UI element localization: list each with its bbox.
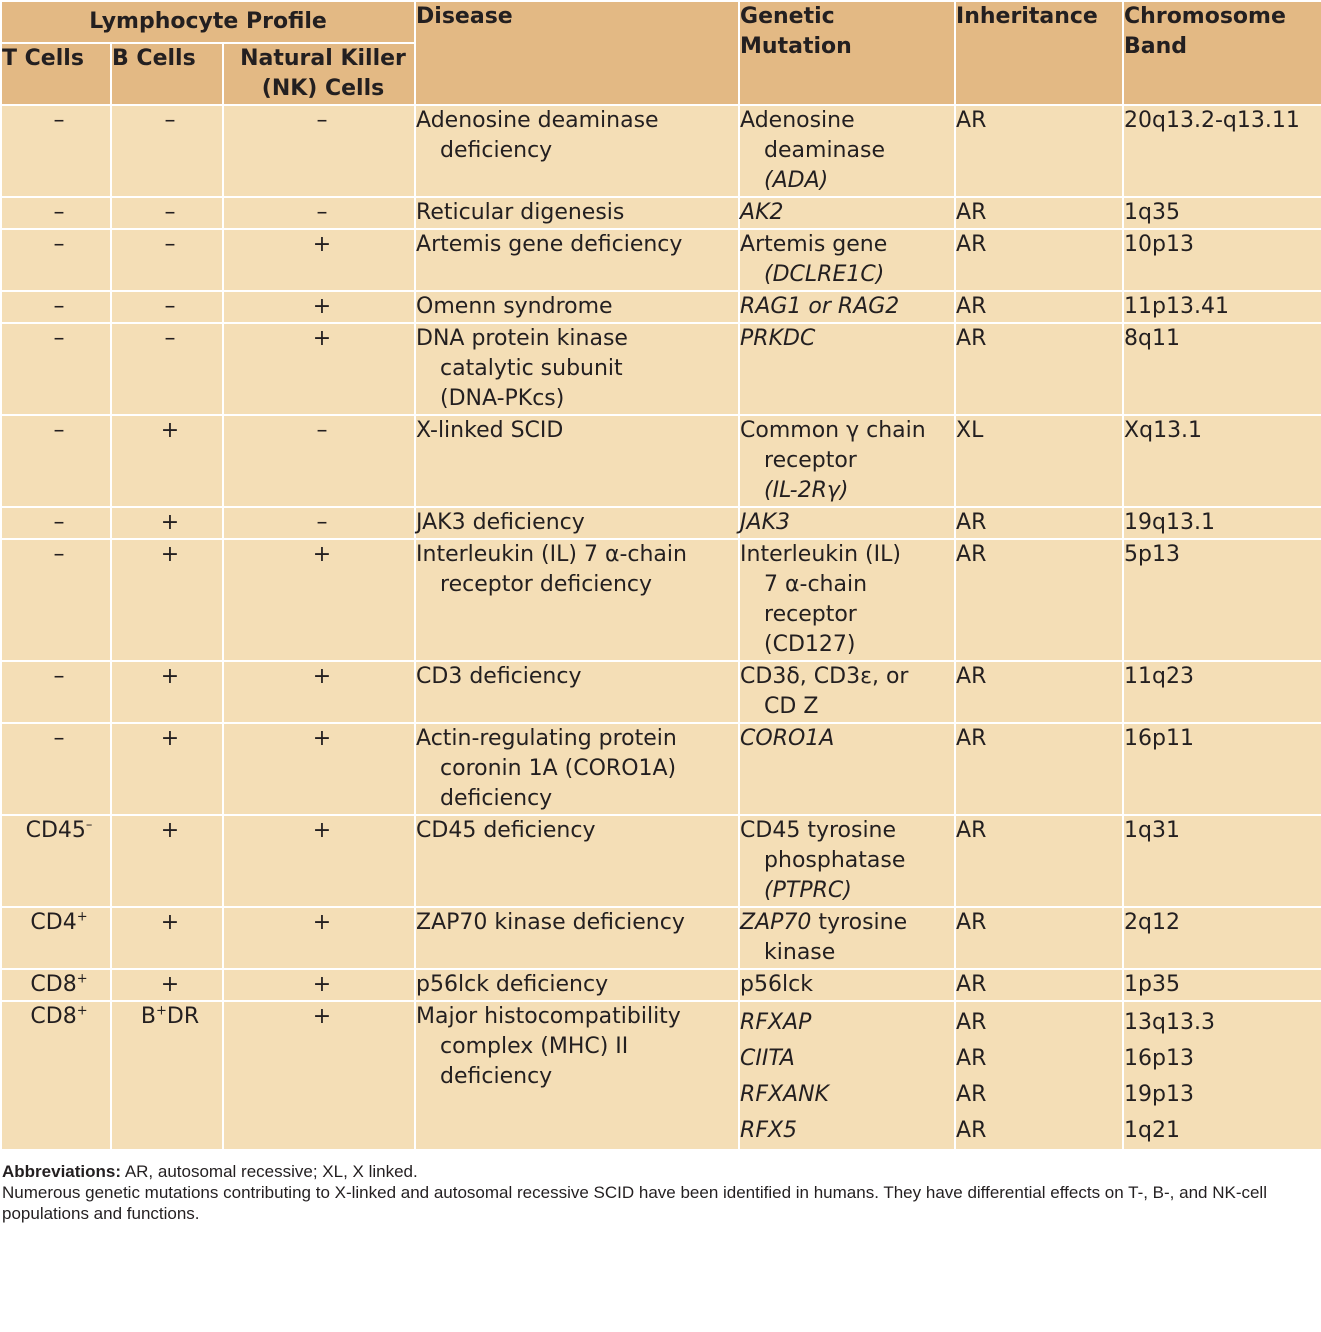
t-cell-value [1, 539, 111, 661]
scid-note: Numerous genetic mutations contributing to X-linked and autosomal recessive SCID have been identified in humans. They have differential effects on T-, B-, and NK-cell populations and functions. [2, 1183, 1267, 1223]
nk-cell-text: – [316, 510, 328, 535]
mutation-line: (CD127) [764, 632, 856, 657]
disease-line: deficiency [440, 1064, 553, 1089]
table-row-mhc-ii [1, 1001, 1321, 1150]
t-cell-text: – [53, 108, 65, 133]
disease-line: p56lck deficiency [416, 972, 609, 997]
nk-cell-text: + [312, 972, 332, 997]
t-cell-text: – [53, 294, 65, 319]
nk-cell-value: + [223, 1001, 415, 1150]
chromosome-header-line1: Chromosome [1124, 4, 1286, 29]
disease-cell [415, 969, 739, 1001]
band-cell [1123, 105, 1321, 197]
t-cell-text: – [53, 510, 65, 535]
b-cell-value [111, 539, 223, 661]
mutation-line: CORO1A [740, 726, 835, 751]
b-cell-value [111, 723, 223, 815]
table-row [1, 661, 1321, 723]
inheritance-cell [955, 1001, 1123, 1150]
b-cell-value [111, 291, 223, 323]
band-text: 5p13 [1124, 542, 1180, 567]
mutation-line: p56lck [740, 972, 813, 997]
nk-cell-value [223, 661, 415, 723]
mutation-cell [739, 1001, 955, 1150]
nk-cell-value [223, 815, 415, 907]
inheritance-text: AR [956, 326, 987, 351]
nk-header-line2: (NK) Cells [261, 76, 385, 101]
band-cell [1123, 507, 1321, 539]
t-cell-text: – [53, 326, 65, 351]
b-cell-text: + [160, 418, 180, 443]
mutation-line [740, 908, 954, 938]
nk-cell-text: + [312, 726, 332, 751]
mutation-line: (DCLRE1C) [764, 262, 885, 287]
mutation-line: (ADA) [764, 168, 829, 193]
t-cells-header: T Cells [1, 43, 111, 105]
disease-line: Reticular digenesis [416, 200, 625, 225]
mutation-line: CD45 tyrosine [740, 818, 897, 843]
b-cell-text: – [164, 200, 176, 225]
band-text: 11q23 [1124, 664, 1194, 689]
disease-line: CD3 deficiency [416, 664, 582, 689]
table-row [1, 229, 1321, 291]
t-cell-text: – [53, 200, 65, 225]
mutation-line: CIITA [740, 1046, 795, 1071]
nk-cell-value [223, 507, 415, 539]
table-body [1, 105, 1321, 1150]
nk-cell-text: – [316, 108, 328, 133]
mutation-cell [739, 197, 955, 229]
b-cell-value [111, 507, 223, 539]
t-cell-superscript: + [76, 971, 88, 987]
mutation-cell [739, 969, 955, 1001]
disease-cell [415, 723, 739, 815]
disease-line: Omenn syndrome [416, 294, 613, 319]
t-cell-value [1, 197, 111, 229]
disease-line: DNA protein kinase [416, 326, 628, 351]
nk-header-line1: Natural Killer [240, 46, 406, 71]
inheritance-cell [955, 723, 1123, 815]
disease-line: deficiency [440, 138, 553, 163]
inheritance-cell [955, 415, 1123, 507]
lymphocyte-profile-header: Lymphocyte Profile [1, 1, 415, 43]
disease-line: Interleukin (IL) 7 α-chain [416, 542, 687, 567]
disease-cell [415, 507, 739, 539]
t-cell-text: – [53, 232, 65, 257]
inheritance-text: AR [956, 232, 987, 257]
t-cell-text: CD8 [30, 972, 77, 997]
band-line: 19p13 [1124, 1082, 1194, 1107]
mutation-line: (IL-2Rγ) [764, 478, 849, 503]
t-cell-value [1, 323, 111, 415]
band-text: 1q31 [1124, 818, 1180, 843]
inheritance-text: AR [956, 910, 987, 935]
inheritance-cell [955, 661, 1123, 723]
table-row [1, 415, 1321, 507]
nk-cell-text: – [316, 200, 328, 225]
table-row [1, 815, 1321, 907]
t-cell-text: CD45 [25, 818, 86, 843]
abbreviations-note [2, 1161, 1321, 1182]
mutation-cell [739, 415, 955, 507]
nk-cell-value [223, 291, 415, 323]
disease-line: JAK3 deficiency [416, 510, 585, 535]
band-cell [1123, 415, 1321, 507]
mutation-line: JAK3 [740, 510, 790, 535]
b-cell-text: + [160, 910, 180, 935]
mutation-line: RFXANK [740, 1082, 829, 1107]
b-cell-value [111, 661, 223, 723]
inheritance-text: AR [956, 972, 987, 997]
table-row [1, 105, 1321, 197]
band-line: 1q21 [1124, 1118, 1180, 1143]
abbreviations-text: AR, autosomal recessive; XL, X linked. [121, 1162, 418, 1181]
nk-cell-value [223, 539, 415, 661]
nk-cell-text: + [312, 326, 332, 351]
inheritance-line: AR [956, 1046, 987, 1071]
b-cell-value [111, 907, 223, 969]
nk-cell-value [223, 415, 415, 507]
nk-cell-value [223, 907, 415, 969]
disease-line: complex (MHC) II [440, 1034, 629, 1059]
nk-cell-value [223, 969, 415, 1001]
mutation-cell [739, 105, 955, 197]
mutation-cell [739, 661, 955, 723]
table-row [1, 969, 1321, 1001]
t-cell-value [1, 969, 111, 1001]
table-row [1, 197, 1321, 229]
inheritance-text: AR [956, 200, 987, 225]
disease-line: ZAP70 kinase deficiency [416, 910, 685, 935]
inheritance-cell [955, 291, 1123, 323]
band-cell [1123, 661, 1321, 723]
mutation-cell [739, 291, 955, 323]
nk-cell-text: + [312, 542, 332, 567]
inheritance-cell [955, 907, 1123, 969]
inheritance-text: AR [956, 726, 987, 751]
mutation-line: Common γ chain [740, 418, 926, 443]
b-cell-text: + [160, 818, 180, 843]
band-cell [1123, 815, 1321, 907]
disease-line: receptor deficiency [440, 572, 653, 597]
b-cell-text: – [164, 108, 176, 133]
band-cell [1123, 539, 1321, 661]
inheritance-line: AR [956, 1082, 987, 1107]
disease-line: catalytic subunit [440, 356, 623, 381]
t-cell-superscript: – [85, 817, 93, 833]
mutation-line: AK2 [740, 200, 784, 225]
mutation-line: RFXAP [740, 1010, 812, 1035]
nk-cell-value [223, 105, 415, 197]
disease-line: deficiency [440, 786, 553, 811]
nk-cell-text: + [312, 910, 332, 935]
t-cell-text: – [53, 726, 65, 751]
mutation-text: tyrosine [811, 910, 908, 935]
b-cell-value [111, 229, 223, 291]
mutation-line: Adenosine [740, 108, 855, 133]
disease-cell [415, 197, 739, 229]
b-cell-value [111, 815, 223, 907]
inheritance-text: AR [956, 664, 987, 689]
band-text: 10p13 [1124, 232, 1194, 257]
t-cell-text: – [53, 418, 65, 443]
inheritance-line: AR [956, 1010, 987, 1035]
nk-cells-header [223, 43, 415, 105]
b-cell-value: B+DR [111, 1001, 223, 1150]
mutation-cell [739, 323, 955, 415]
chromosome-header-line2: Band [1124, 34, 1188, 59]
t-cell-value [1, 105, 111, 197]
disease-cell [415, 539, 739, 661]
inheritance-text: XL [956, 418, 984, 443]
abbreviations-label: Abbreviations: [2, 1162, 122, 1181]
mutation-cell [739, 229, 955, 291]
mutation-line: (PTPRC) [764, 878, 852, 903]
t-cell-value [1, 291, 111, 323]
b-cell-text: + [160, 510, 180, 535]
band-text: 19q13.1 [1124, 510, 1215, 535]
b-cell-text: + [160, 664, 180, 689]
inheritance-text: AR [956, 818, 987, 843]
mutation-line: 7 α-chain [764, 572, 868, 597]
band-cell [1123, 907, 1321, 969]
table-row [1, 539, 1321, 661]
band-text: 16p11 [1124, 726, 1194, 751]
inheritance-header: Inheritance [955, 1, 1123, 105]
disease-cell [415, 661, 739, 723]
inheritance-text: AR [956, 294, 987, 319]
band-cell [1123, 291, 1321, 323]
band-text: 2q12 [1124, 910, 1180, 935]
inheritance-cell [955, 197, 1123, 229]
genetic-header-line1: Genetic [740, 4, 835, 29]
disease-cell [415, 415, 739, 507]
mutation-cell [739, 907, 955, 969]
band-text: 1q35 [1124, 200, 1180, 225]
t-cell-value [1, 415, 111, 507]
t-cell-value: CD8+ [1, 1001, 111, 1150]
mutation-line: phosphatase [764, 848, 906, 873]
t-cell-value [1, 815, 111, 907]
mutation-line: kinase [764, 940, 836, 965]
disease-line: X-linked SCID [416, 418, 564, 443]
b-cell-value [111, 197, 223, 229]
t-cell-text: CD4 [30, 910, 77, 935]
b-cell-value [111, 969, 223, 1001]
b-cell-text: – [164, 294, 176, 319]
nk-cell-value [223, 323, 415, 415]
mutation-line: Artemis gene [740, 232, 888, 257]
mutation-line: RFX5 [740, 1118, 798, 1143]
band-text: 1p35 [1124, 972, 1180, 997]
nk-cell-text: – [316, 418, 328, 443]
b-cell-value [111, 415, 223, 507]
nk-cell-text: + [312, 818, 332, 843]
t-cell-value [1, 507, 111, 539]
mutation-cell [739, 507, 955, 539]
band-cell [1123, 323, 1321, 415]
nk-cell-text: + [312, 232, 332, 257]
b-cell-text: + [160, 972, 180, 997]
t-cell-value [1, 907, 111, 969]
mutation-cell [739, 815, 955, 907]
disease-cell [415, 323, 739, 415]
mutation-line: receptor [764, 448, 857, 473]
band-cell [1123, 1001, 1321, 1150]
disease-line: coronin 1A (CORO1A) [440, 756, 677, 781]
band-text: 8q11 [1124, 326, 1180, 351]
b-cell-text: + [160, 542, 180, 567]
band-line: 13q13.3 [1124, 1010, 1215, 1035]
inheritance-cell [955, 507, 1123, 539]
disease-cell [415, 1001, 739, 1150]
table-row [1, 323, 1321, 415]
t-cell-superscript: + [76, 909, 88, 925]
inheritance-text: AR [956, 108, 987, 133]
inheritance-cell [955, 815, 1123, 907]
band-line: 16p13 [1124, 1046, 1194, 1071]
band-text: 20q13.2-q13.11 [1124, 108, 1300, 133]
band-cell [1123, 969, 1321, 1001]
disease-cell [415, 815, 739, 907]
table-row [1, 291, 1321, 323]
inheritance-text: AR [956, 542, 987, 567]
band-cell [1123, 197, 1321, 229]
disease-cell [415, 291, 739, 323]
t-cell-text: – [53, 664, 65, 689]
disease-cell [415, 105, 739, 197]
disease-line: Adenosine deaminase [416, 108, 659, 133]
table-row [1, 723, 1321, 815]
inheritance-text: AR [956, 510, 987, 535]
mutation-line: deaminase [764, 138, 885, 163]
nk-cell-text: + [312, 664, 332, 689]
disease-line: Major histocompatibility [416, 1004, 681, 1029]
disease-line: CD45 deficiency [416, 818, 596, 843]
mutation-line: RAG1 or RAG2 [740, 294, 900, 319]
b-cells-header: B Cells [111, 43, 223, 105]
mutation-cell [739, 723, 955, 815]
nk-cell-value [223, 723, 415, 815]
b-cell-text: + [160, 726, 180, 751]
t-cell-value [1, 723, 111, 815]
band-text: Xq13.1 [1124, 418, 1203, 443]
mutation-line: Interleukin (IL) [740, 542, 901, 567]
disease-cell [415, 907, 739, 969]
mutation-cell [739, 539, 955, 661]
mutation-line: PRKDC [740, 326, 816, 351]
b-cell-value [111, 105, 223, 197]
disease-line: Actin-regulating protein [416, 726, 677, 751]
disease-cell [415, 229, 739, 291]
table-footer [0, 1151, 1321, 1224]
disease-line: (DNA-PKcs) [440, 386, 565, 411]
b-cell-text: – [164, 326, 176, 351]
genetic-header-line2: Mutation [740, 34, 852, 59]
nk-cell-value [223, 197, 415, 229]
table-row [1, 907, 1321, 969]
t-cell-value [1, 661, 111, 723]
band-cell [1123, 723, 1321, 815]
table-row [1, 507, 1321, 539]
inheritance-cell [955, 969, 1123, 1001]
inheritance-cell [955, 323, 1123, 415]
inheritance-cell [955, 105, 1123, 197]
t-cell-text: – [53, 542, 65, 567]
b-cell-text: – [164, 232, 176, 257]
mutation-line: CD Z [764, 694, 819, 719]
inheritance-cell [955, 539, 1123, 661]
genetic-mutation-header [739, 1, 955, 105]
band-text: 11p13.41 [1124, 294, 1229, 319]
mutation-gene: ZAP70 [740, 910, 812, 935]
inheritance-cell [955, 229, 1123, 291]
nk-cell-text: + [312, 294, 332, 319]
disease-line: Artemis gene deficiency [416, 232, 683, 257]
nk-cell-value [223, 229, 415, 291]
mutation-line: receptor [764, 602, 857, 627]
chromosome-band-header [1123, 1, 1321, 105]
band-cell [1123, 229, 1321, 291]
b-cell-value [111, 323, 223, 415]
mutation-line: CD3δ, CD3ε, or [740, 664, 909, 689]
disease-header: Disease [415, 1, 739, 105]
t-cell-value [1, 229, 111, 291]
inheritance-line: AR [956, 1118, 987, 1143]
